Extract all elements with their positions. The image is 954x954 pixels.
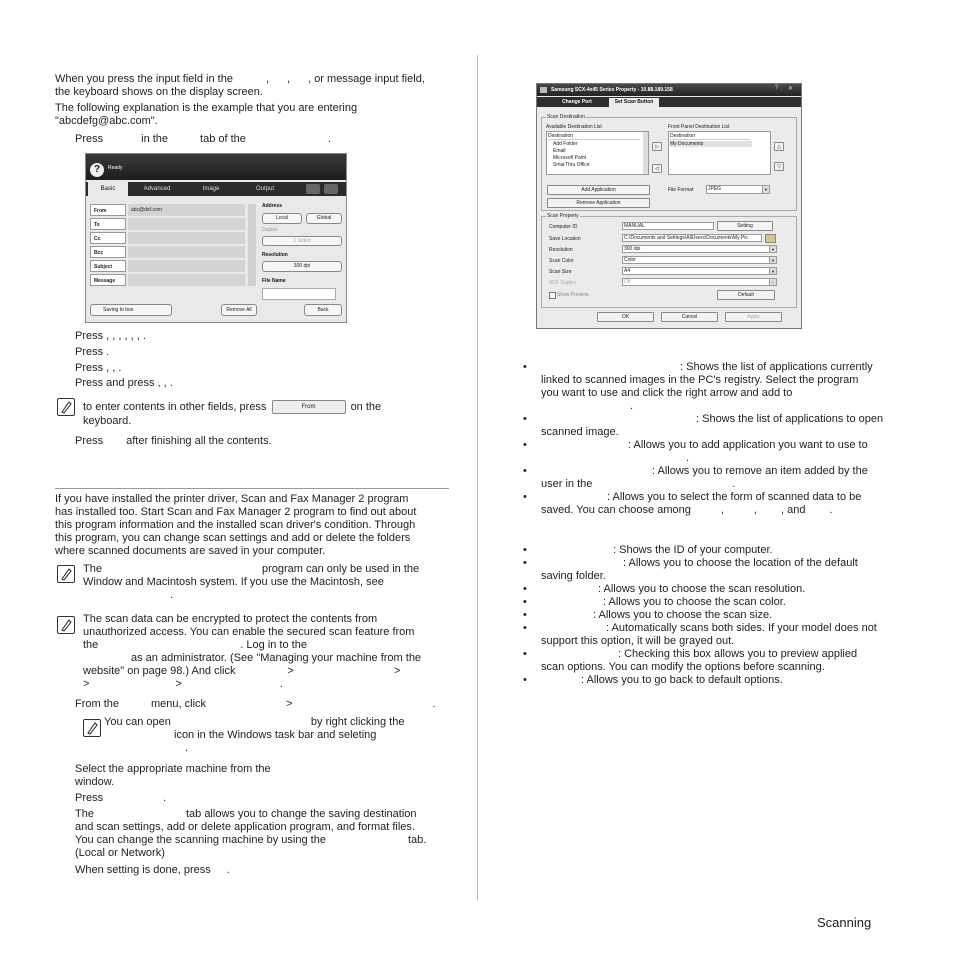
note-4-line-1: You can open by right clicking the [104,716,405,728]
list-scrollbar [643,132,648,174]
default-button: Default [717,290,775,300]
sec2-line-1: If you have installed the printer driver, Scan and Fax Manager 2 program [55,493,409,505]
duplex-selector: 1 Sided [262,236,342,246]
bullet-c8: : Allows you to go back to default options. [581,674,783,686]
label-resolution: Resolution [262,252,288,258]
resolution-select: 300 dpi ▼ [622,245,777,253]
note-3-line-3: the . Log in to the [83,639,307,651]
step-8-line-2: window. [75,776,115,788]
computer-id-label: Computer ID [549,224,578,230]
tab-basic: Basic [88,182,128,196]
bullet-5-line-2: saved. You can choose among , , , and . [541,504,833,516]
note-4-line-2: icon in the Windows task bar and seleting [174,729,377,741]
bullet-1-line-3: you want to use and click the right arrow and add to [541,387,793,399]
field-from: From abc@def.com [90,204,245,216]
step-1: Press in the tab of the . [75,133,331,145]
bullet-c5: : Allows you to choose the scan size. [593,609,773,621]
available-destination-list: Destination Add Folder Email Microsoft Paint SmarThru Office [546,131,649,175]
note-2-line-3: . [170,589,174,601]
note-3-line-4: as an administrator. (See "Managing your machine from the [131,652,422,664]
note-icon [83,719,101,737]
column-divider [477,55,478,900]
save-location-input: C:\Documents and Settings\AllUsers\Documents\My Pic [622,234,762,242]
bullet-3-line-2: . [686,452,690,464]
folder-icon [765,234,776,243]
field-subject: Subject [90,260,245,272]
bullet-1-line-2: linked to scanned images in the PC's registry. Select the program [541,374,859,386]
printer-panel-screenshot [85,153,347,323]
front-panel-destination-list: Destination My Documents [668,131,771,175]
save-location-label: Save Location [549,236,581,242]
scan-size-label: Scan Size [549,269,572,275]
bullet-c2-line-2: saving folder. [541,570,606,582]
bullet-c1: : Shows the ID of your computer. [613,544,773,556]
bullet-3-line-1: : Allows you to add application you want to use to [628,439,868,451]
setting-button: Setting [717,221,773,231]
show-preview-label: Show Preview [557,292,589,298]
remove-arrow-button: ◁ [652,164,662,173]
scan-color-select: Color ▼ [622,256,777,264]
bullet-5-line-1: : Allows you to select the form of scanned data to be [607,491,862,503]
step-6: Press after finishing all the contents. [75,435,272,447]
add-arrow-button: ▷ [652,142,662,151]
help-icon: ? [775,85,779,91]
show-preview-checkbox [549,292,556,299]
move-down-button: ▽ [774,162,784,171]
available-list-label: Available Destination List [546,124,602,130]
step-3: Press . [75,346,110,358]
note-icon [57,565,75,583]
panel-tabs [86,182,346,196]
note-2-line-1: The program can only be used in the [83,563,420,575]
bullet-c7-line-1: : Checking this box allows you to preview applied [618,648,858,660]
sec2-line-2: has installed too. Start Scan and Fax Manager 2 program to find out about [55,506,417,518]
bullet-c7-line-2: scan options. You can modify the options before scanning. [541,661,825,673]
field-bcc: Bcc [90,246,245,258]
bullet-c6-line-1: : Automatically scans both sides. If your model does not [606,622,877,634]
dialog-title: Samsung SCX-4x45 Series Property - 10.88.189.158 [537,84,801,96]
field-to: To [90,218,245,230]
para-keyboard-2: the keyboard shows on the display screen. [55,86,263,98]
note-1-line-1: to enter contents in other fields, press From on the [83,400,382,413]
field-message: Message [90,274,245,286]
step-10-line-1: The tab allows you to change the saving destination [75,808,417,820]
cancel-button: Cancel [661,312,718,322]
saving-to-box-button: Saving to box [90,304,172,316]
step-5: Press and press , , . [75,377,173,389]
list-item: Email [553,148,566,154]
list-item: Microsoft Paint [553,155,587,161]
adf-duplex-label: ADF Duplex [549,280,576,286]
adf-duplex-select: Off ▼ [622,278,777,286]
section-rule [55,488,449,489]
list-item: SmarThru Office [553,162,590,168]
para-keyboard-1: When you press the input field in the , , , or message input field, [55,73,425,85]
help-icon: ? [90,163,104,177]
file-format-select: JPEG ▼ [706,185,770,194]
back-button: Back [304,304,342,316]
tab-output: Output [255,186,274,192]
note-icon [57,398,75,416]
tab-advanced: Advanced [143,186,171,192]
ok-button: OK [597,312,654,322]
step-9: Press . [75,792,167,804]
list-item: My Documents [670,141,752,147]
property-dialog-screenshot [536,83,802,329]
field-cc: Cc [90,232,245,244]
step-7: From the menu, click > . [75,698,436,710]
printer-icon [540,87,547,93]
status-ready: Ready [108,165,123,171]
resolution-selector: 300 dpi [262,261,342,272]
para-example-1: The following explanation is the example that you are entering [55,102,358,114]
file-format-label: File Format [668,187,694,193]
note-3-line-5: website" on page 98.) And click > > [83,665,401,677]
add-application-button: Add Application [547,185,650,195]
bullet-c2-line-1: : Allows you to choose the location of the default [623,557,858,569]
tab-change-port: Change Port [562,99,592,105]
bullet-c4: : Allows you to choose the scan color. [603,596,786,608]
label-duplex: Duplex [262,227,278,233]
remove-application-button: Remove Application [547,198,650,208]
bullet-4-line-1: : Allows you to remove an item added by the [652,465,868,477]
resolution-label: Resolution [549,247,573,253]
step-10-line-3: You can change the scanning machine by using the tab. [75,834,427,846]
scan-size-select: A4 ▼ [622,267,777,275]
close-icon: ✕ [788,86,794,92]
panel-scrollbar [248,204,256,286]
remove-all-button: Remove All [221,304,257,316]
step-11: When setting is done, press . [75,864,230,876]
step-2: Press , , , , , , . [75,330,146,342]
scan-property-label: Scan Property [547,213,579,219]
panel-icon-1 [306,184,320,194]
apply-button: Apply [725,312,782,322]
step-10-line-2: and scan settings, add or delete application program, and format files. [75,821,415,833]
bullet-2-line-1: : Shows the list of applications to open [696,413,884,425]
note-3-line-1: The scan data can be encrypted to protect the contents from [83,613,378,625]
sec2-line-3: this program information and the installed scan driver's condition. Through [55,519,416,531]
bullet-1-line-4: . [630,400,634,412]
bullet-c3: : Allows you to choose the scan resolution. [598,583,806,595]
label-file-name: File Name [262,278,286,284]
label-address: Address [262,203,283,209]
page-footer: Scanning [817,915,872,930]
front-panel-list-label: Front Panel Destination List [668,124,730,130]
step-8-line-1: Select the appropriate machine from the [75,763,271,775]
global-button: Global [306,213,342,224]
local-button: Local [262,213,302,224]
scan-color-label: Scan Color [549,258,574,264]
note-icon [57,616,75,634]
step-4: Press , , . [75,362,122,374]
bullet-4-line-2: user in the . [541,478,736,490]
sec2-line-4: this program, you can change scan settings and add or delete the folders [55,532,411,544]
list-item: Add Folder [553,141,578,147]
bullet-2-line-2: scanned image. [541,426,619,438]
note-4-line-3: . [185,742,189,754]
note-3-line-6: > > . [83,678,283,690]
note-2-line-2: Window and Macintosh system. If you use the Macintosh, see [83,576,384,588]
note-1-line-2: keyboard. [83,415,132,427]
panel-header [86,154,346,180]
bullet-c6-line-2: support this option, it will be grayed out. [541,635,735,647]
dialog-tabs [537,97,801,107]
scan-destination-label: Scan Destination [547,114,585,120]
step-10-line-4: (Local or Network) [75,847,165,859]
computer-id-input: MANUAL [622,222,714,230]
para-example-2: "abcdefg@abc.com". [55,115,158,127]
home-icon [324,184,338,194]
sec2-line-5: where scanned documents are saved in your computer. [55,545,326,557]
bullet-1-line-1: : Shows the list of applications currently [677,361,873,373]
tab-set-scan-button: Set Scan Button [609,98,659,107]
move-up-button: △ [774,142,784,151]
from-key-image: From [272,400,346,414]
note-3-line-2: unauthorized access. You can enable the secured scan feature from [83,626,415,638]
file-name-input [262,288,336,300]
tab-image: Image [202,186,220,192]
